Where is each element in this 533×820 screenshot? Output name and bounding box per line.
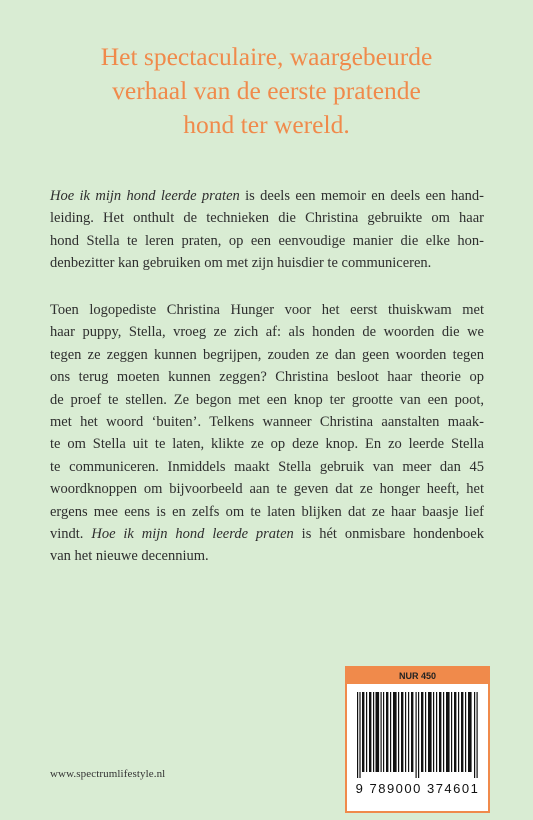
text-line: met het woord ‘buiten’. Telkens wanneer Christina aanstalten maak- (50, 414, 484, 431)
barcode-icon (357, 692, 478, 778)
text-line: de proef te stellen. Ze begon met een knop ter grootte van een poot, (50, 391, 484, 408)
headline (40, 40, 493, 142)
text-line: tegen ze zeggen kunnen begrijpen, zouden ze dan geen woorden tegen (50, 346, 484, 363)
text-fragment: is hét onmisbare hondenboek (293, 526, 484, 543)
text-line: ergens mee eens is en zelfs om te laten blijken dat ze haar baasje lief (50, 503, 484, 520)
text-line: woordknoppen om bijvoorbeeld aan te geven dat ze honger heeft, het (50, 481, 484, 498)
book-title-italic: Hoe ik mijn hond leerde praten (91, 526, 294, 543)
headline-line-3: hond ter wereld. (183, 110, 350, 139)
nur-label: NUR 450 (347, 668, 488, 684)
publisher-website[interactable]: www.spectrumlifestyle.nl (50, 768, 166, 780)
text-fragment: is deels een memoir en deels een hand- (239, 188, 484, 204)
text-line (50, 185, 484, 207)
intro-paragraph (50, 185, 484, 275)
book-title-italic: Hoe ik mijn hond leerde praten (50, 188, 240, 204)
text-line: ons terug moeten kunnen zeggen? Christina besloot haar theorie op (50, 369, 484, 386)
text-line: van het nieuwe decennium. (50, 548, 209, 565)
text-line: leiding. Het onthult de technieken die Christina gebruikte om haar (50, 210, 484, 227)
text-line: te communiceren. Inmiddels maakt Stella gebruik van meer dan 45 (50, 458, 484, 475)
text-fragment: vindt. (50, 526, 84, 543)
headline-line-2: verhaal van de eerste pratende (112, 76, 421, 105)
text-line: hond Stella te leren praten, op een eenvoudige manier die elke hon- (50, 232, 484, 249)
headline-line-1: Het spectaculaire, waargebeurde (100, 42, 433, 71)
story-paragraph (50, 299, 484, 568)
text-line (50, 523, 484, 545)
isbn-digits: 9 789000 374601 (355, 781, 480, 796)
text-line: te om Stella uit te laten, klikte ze op deze knop. En zo leerde Stella (50, 436, 484, 453)
text-line: haar puppy, Stella, vroeg ze zich af: als honden de woorden die we (50, 324, 484, 341)
text-line: Toen logopediste Christina Hunger voor het eerst thuiskwam met (50, 302, 484, 318)
text-line: denbezitter kan gebruiken om met zijn huisdier te communiceren. (50, 255, 432, 272)
barcode-box (345, 666, 490, 813)
